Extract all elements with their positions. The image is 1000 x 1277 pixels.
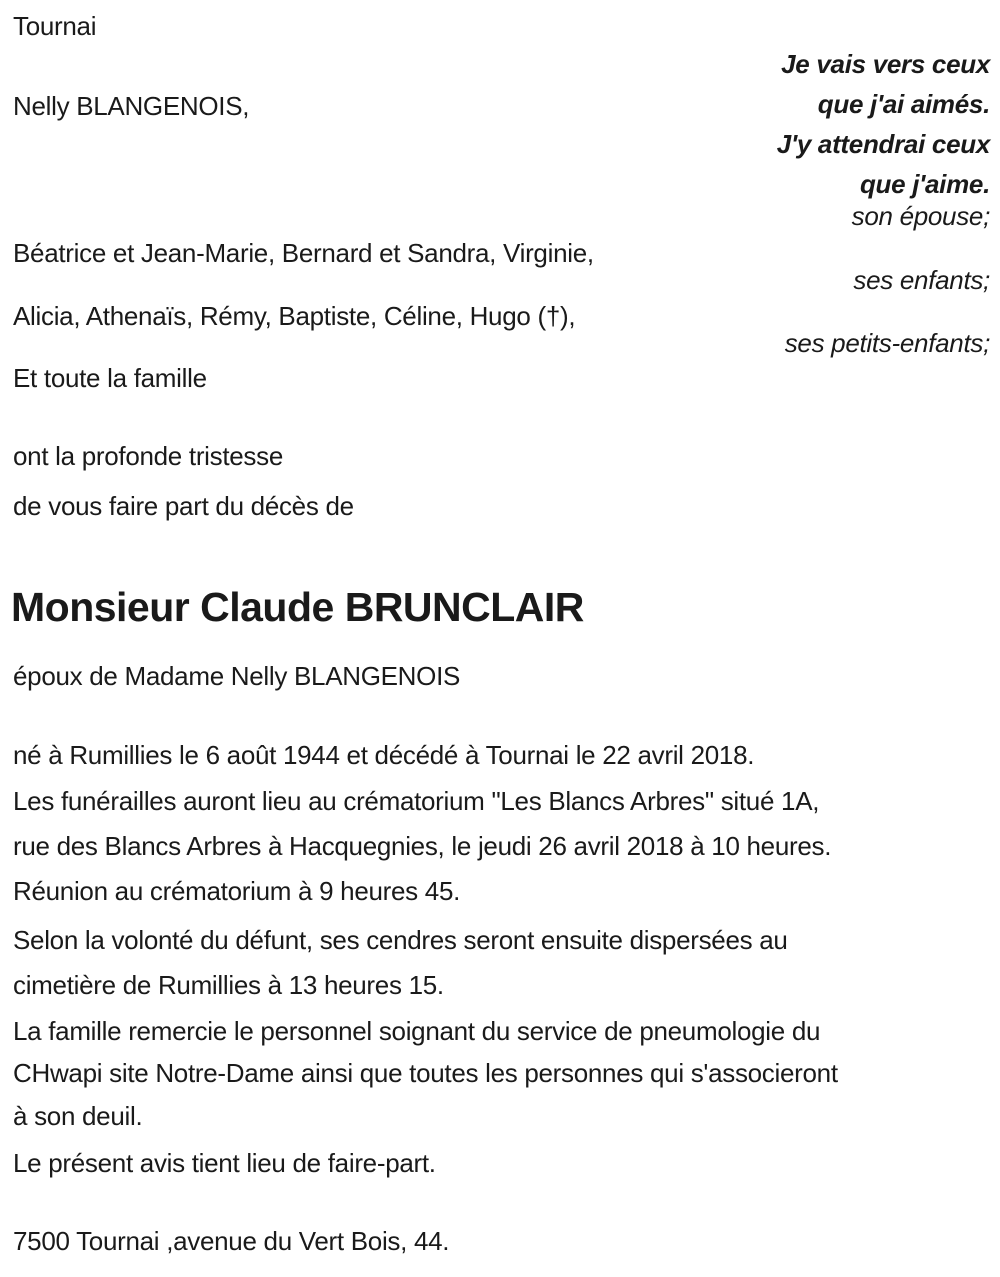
- epigraph-line: J'y attendrai ceux: [776, 129, 990, 159]
- epigraph-line: que j'ai aimés.: [817, 89, 990, 119]
- meeting-line: Réunion au crématorium à 9 heures 45.: [13, 876, 461, 906]
- epigraph-verse: [13, 44, 990, 204]
- ashes-dispersal-line: Selon la volonté du défunt, ses cendres seront ensuite dispersées au: [13, 925, 788, 955]
- mourner-family-line: Et toute la famille: [13, 363, 207, 393]
- epigraph-line: Je vais vers ceux: [781, 49, 990, 79]
- announcement-line: de vous faire part du décès de: [13, 491, 354, 521]
- notice-line: Le présent avis tient lieu de faire-part.: [13, 1148, 436, 1178]
- spouse-of-line: époux de Madame Nelly BLANGENOIS: [13, 661, 461, 691]
- announcement-line: ont la profonde tristesse: [13, 441, 283, 471]
- deceased-name-heading: Monsieur Claude BRUNCLAIR: [11, 584, 584, 631]
- mourner-spouse-name: Nelly BLANGENOIS,: [13, 91, 250, 121]
- thanks-line: La famille remercie le personnel soignant du service de pneumologie du: [13, 1016, 821, 1046]
- thanks-line: à son deuil.: [13, 1101, 143, 1131]
- funeral-details-line: rue des Blancs Arbres à Hacquegnies, le jeudi 26 avril 2018 à 10 heures.: [13, 831, 832, 861]
- ashes-dispersal-line: cimetière de Rumillies à 13 heures 15.: [13, 970, 444, 1000]
- city-label: Tournai: [13, 11, 97, 41]
- address-line: 7500 Tournai ,avenue du Vert Bois, 44.: [13, 1226, 450, 1256]
- mourner-children-names: Béatrice et Jean-Marie, Bernard et Sandra, Virginie,: [13, 238, 594, 268]
- birth-death-line: né à Rumillies le 6 août 1944 et décédé à Tournai le 22 avril 2018.: [13, 740, 755, 770]
- funeral-details-line: Les funérailles auront lieu au crématorium "Les Blancs Arbres" situé 1A,: [13, 786, 820, 816]
- mourner-grandchildren-relation: ses petits-enfants;: [784, 328, 990, 358]
- mourner-spouse-relation: son épouse;: [851, 201, 990, 231]
- mourner-children-relation: ses enfants;: [853, 265, 990, 295]
- mourner-grandchildren-names: Alicia, Athenaïs, Rémy, Baptiste, Céline, Hugo (†),: [13, 301, 576, 331]
- epigraph-line: que j'aime.: [859, 169, 990, 199]
- thanks-line: CHwapi site Notre-Dame ainsi que toutes les personnes qui s'associeront: [13, 1058, 838, 1088]
